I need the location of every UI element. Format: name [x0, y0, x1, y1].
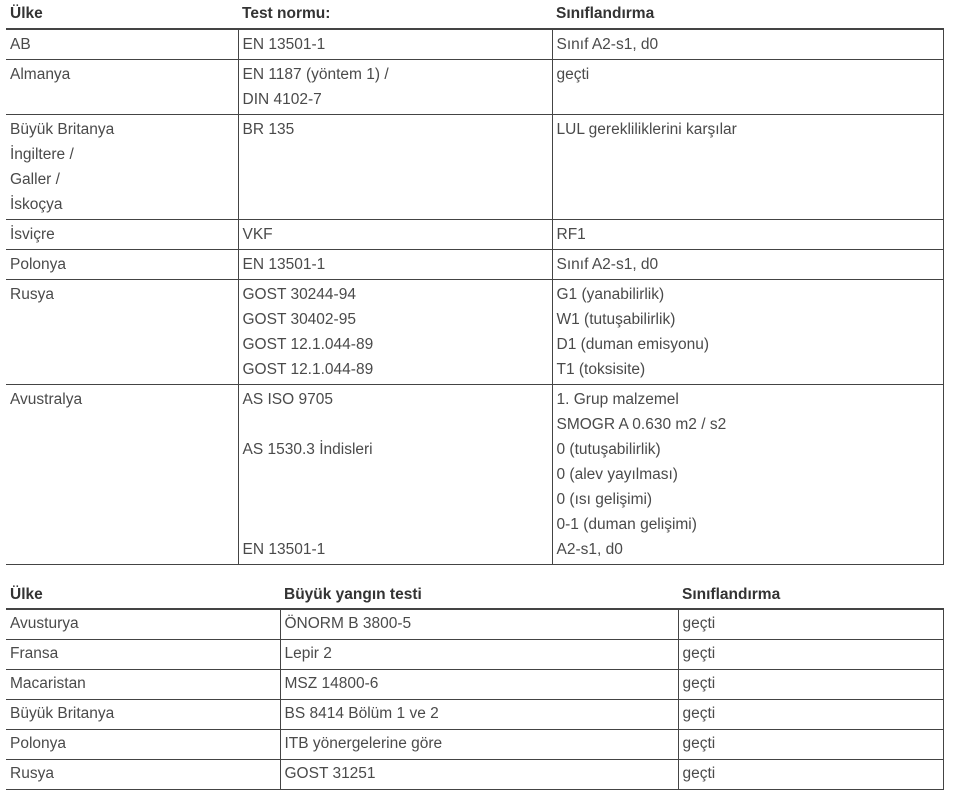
cell-line: Rusya [10, 286, 54, 303]
cell-line: EN 13501-1 [242, 36, 326, 53]
table-header-row [6, 0, 943, 29]
classification-cell: geçti [678, 699, 943, 729]
country-cell: Rusya [6, 759, 280, 789]
cell-line [243, 412, 548, 437]
cell-line: RF1 [556, 226, 586, 243]
cell-line: DIN 4102-7 [242, 91, 322, 108]
cell-line: SMOGR A 0.630 m2 / s2 [556, 416, 727, 433]
cell-line: GOST 12.1.044-89 [242, 336, 374, 353]
cell-line: LUL gerekliliklerini karşılar [556, 121, 737, 138]
table-row [6, 220, 943, 250]
cell-line: Almanya [10, 66, 71, 83]
cell-line: 0 (ısı gelişimi) [556, 491, 653, 508]
header-classification: Sınıflandırma [552, 0, 943, 29]
cell-line: GOST 12.1.044-89 [242, 361, 374, 378]
table-row [6, 385, 943, 565]
classification-cell [552, 220, 943, 250]
table-row [6, 60, 943, 115]
table-row [6, 699, 943, 729]
test-norm-cell [238, 250, 552, 280]
country-cell: Büyük Britanya [6, 699, 280, 729]
table-row [6, 609, 943, 639]
cell-line: AB [10, 36, 31, 53]
cell-line: BR 135 [242, 121, 295, 138]
table-header-row [6, 582, 943, 609]
country-cell [6, 60, 238, 115]
large-fire-test-cell: ÖNORM B 3800-5 [280, 609, 678, 639]
cell-line: GOST 30402-95 [242, 311, 356, 328]
country-cell [6, 385, 238, 565]
cell-line: Galler / [10, 171, 60, 188]
cell-line: İngiltere / [10, 146, 74, 163]
header-test-norm: Test normu: [238, 0, 552, 29]
classification-cell: geçti [678, 759, 943, 789]
cell-line: D1 (duman emisyonu) [556, 336, 709, 353]
classification-cell [552, 115, 943, 220]
large-fire-test-cell: ITB yönergelerine göre [280, 729, 678, 759]
table-row [6, 639, 943, 669]
test-norm-cell [238, 60, 552, 115]
table-row [6, 250, 943, 280]
country-cell [6, 280, 238, 385]
cell-line: VKF [242, 226, 273, 243]
cell-line: 0 (alev yayılması) [556, 466, 678, 483]
cell-line: G1 (yanabilirlik) [556, 286, 665, 303]
cell-line: 1. Grup malzemel [556, 391, 679, 408]
country-cell: Avusturya [6, 609, 280, 639]
table-row [6, 669, 943, 699]
large-fire-test-cell: MSZ 14800-6 [280, 669, 678, 699]
cell-line: AS 1530.3 İndisleri [242, 441, 373, 458]
cell-line: 0 (tutuşabilirlik) [556, 441, 661, 458]
cell-line: Avustralya [10, 391, 83, 408]
large-fire-test-table [6, 582, 944, 790]
cell-line: EN 13501-1 [242, 256, 326, 273]
cell-line: 0-1 (duman gelişimi) [556, 516, 697, 533]
country-cell [6, 29, 238, 60]
classification-cell [552, 280, 943, 385]
country-cell [6, 250, 238, 280]
large-fire-test-cell: Lepir 2 [280, 639, 678, 669]
cell-line: AS ISO 9705 [242, 391, 333, 408]
header-country: Ülke [6, 0, 238, 29]
cell-line: Büyük Britanya [10, 121, 115, 138]
test-norm-cell [238, 280, 552, 385]
table-row [6, 729, 943, 759]
test-norm-cell [238, 220, 552, 250]
classification-cell: geçti [678, 639, 943, 669]
country-cell [6, 220, 238, 250]
large-fire-test-cell: GOST 31251 [280, 759, 678, 789]
classification-table [6, 0, 944, 565]
classification-cell: geçti [678, 669, 943, 699]
table-row [6, 115, 943, 220]
cell-line: EN 13501-1 [242, 541, 326, 558]
cell-line: Sınıf A2-s1, d0 [556, 36, 659, 53]
cell-line: A2-s1, d0 [556, 541, 623, 558]
classification-cell [552, 29, 943, 60]
country-cell: Fransa [6, 639, 280, 669]
header-large-fire-test: Büyük yangın testi [280, 582, 678, 609]
classification-cell: geçti [678, 609, 943, 639]
classification-cell: geçti [678, 729, 943, 759]
table-row [6, 759, 943, 789]
cell-line: İskoçya [10, 196, 63, 213]
classification-cell [552, 250, 943, 280]
test-norm-cell [238, 29, 552, 60]
cell-line: EN 1187 (yöntem 1) / [242, 66, 389, 83]
country-cell: Polonya [6, 729, 280, 759]
cell-line: geçti [556, 66, 590, 83]
table-row [6, 280, 943, 385]
cell-line: Polonya [10, 256, 67, 273]
cell-line [243, 487, 548, 512]
country-cell: Macaristan [6, 669, 280, 699]
cell-line: Sınıf A2-s1, d0 [556, 256, 659, 273]
header-classification: Sınıflandırma [678, 582, 943, 609]
test-norm-cell [238, 385, 552, 565]
country-cell [6, 115, 238, 220]
cell-line: GOST 30244-94 [242, 286, 356, 303]
classification-cell [552, 385, 943, 565]
cell-line: İsviçre [10, 226, 55, 243]
classification-cell [552, 60, 943, 115]
test-norm-cell [238, 115, 552, 220]
cell-line: T1 (toksisite) [556, 361, 646, 378]
cell-line: W1 (tutuşabilirlik) [556, 311, 676, 328]
cell-line [243, 462, 548, 487]
large-fire-test-cell: BS 8414 Bölüm 1 ve 2 [280, 699, 678, 729]
table-row [6, 29, 943, 60]
header-country: Ülke [6, 582, 280, 609]
cell-line [243, 512, 548, 537]
